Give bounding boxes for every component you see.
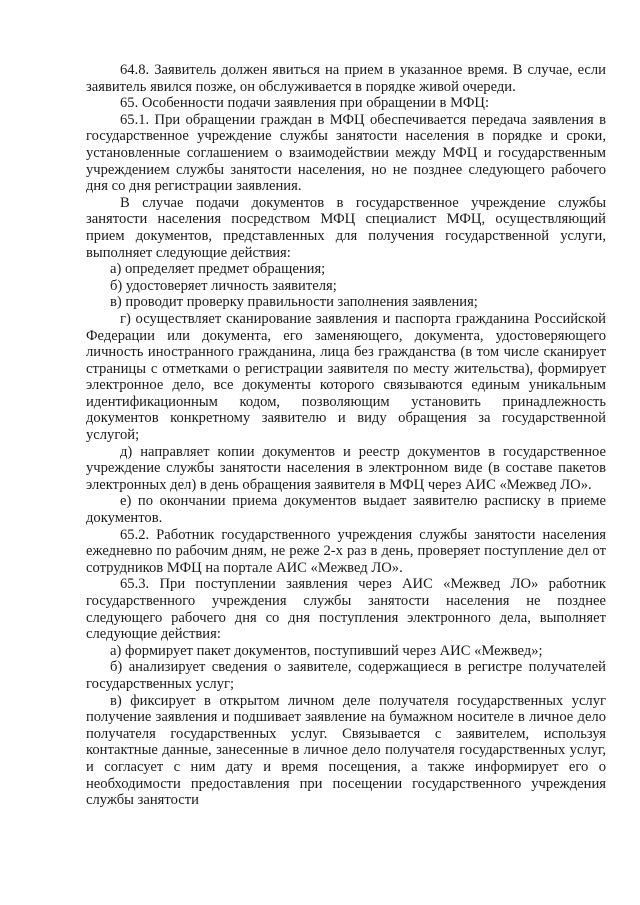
paragraph-65-heading: 65. Особенности подачи заявления при обращении в МФЦ: xyxy=(120,95,490,112)
list-item-65-3-v: в) фиксирует в открытом личном деле получателя государственных услуг получение заявления и подшивает заявление на бумажном носителе в личное дело получателя государственных услуг. Связывается с заявителем, используя контактные данные, занесенные в личное дело получателя государственных услуг, и согласует с ним дату и время посещения, а также информирует его о необходимости предоставления при посещении государственного учреждения службы занятости xyxy=(86,692,606,809)
list-item-e: е) по окончании приема документов выдает заявителю расписку в приеме документов. xyxy=(86,493,606,527)
list-item-65-3-a: а) формирует пакет документов, поступивший через АИС «Межвед»; xyxy=(110,642,543,659)
paragraph-65-3: 65.3. При поступлении заявления через АИС «Межвед ЛО» работник государственного учреждения службы занятости населения не позднее следующего рабочего дня со дня поступления электронного дела, выполняет следующие действия: xyxy=(86,576,606,643)
paragraph-65-1: 65.1. При обращении граждан в МФЦ обеспечивается передача заявления в государственное учреждение службы занятости населения в порядке и сроки, установленные соглашением о взаимодействии между МФЦ и государственным учреждением службы занятости населения, но не позднее следующего рабочего дня со дня регистрации заявления. xyxy=(86,111,606,195)
list-item-g: г) осуществляет сканирование заявления и паспорта гражданина Российской Федерации или документа, его заменяющего, документа, удостоверяющего личность иностранного гражданина, лица без гражданства (в том числе сканирует страницы с отметками о регистрации заявителя по месту жительства), формирует электронное дело, все документы которого связываются единым уникальным идентификационным кодом, позволяющим установить принадлежность документов конкретному заявителю и виду обращения за государственной услугой; xyxy=(86,310,606,444)
list-item-d: д) направляет копии документов и реестр документов в государственное учреждение службы занятости населения в электронном виде (в составе пакетов электронных дел) в день обращения заявителя в МФЦ через АИС «Межвед ЛО». xyxy=(86,443,606,493)
paragraph-65-2: 65.2. Работник государственного учреждения службы занятости населения ежедневно по рабочим дням, не реже 2-х раз в день, проверяет поступление дел от сотрудников МФЦ на портале АИС «Межвед ЛО». xyxy=(86,526,606,576)
list-item-65-3-b: б) анализирует сведения о заявителе, содержащиеся в регистре получателей государственных услуг; xyxy=(86,659,606,692)
paragraph-64-8: 64.8. Заявитель должен явиться на прием в указанное время. В случае, если заявитель явился позже, он обслуживается в порядке живой очереди. xyxy=(86,62,606,95)
list-item-a: а) определяет предмет обращения; xyxy=(110,261,326,278)
list-item-b: б) удостоверяет личность заявителя; xyxy=(110,277,337,294)
list-item-v: в) проводит проверку правильности заполнения заявления; xyxy=(110,294,478,311)
document-page xyxy=(86,62,606,809)
paragraph-mfc-submission: В случае подачи документов в государственное учреждение службы занятости населения посредством МФЦ специалист МФЦ, осуществляющий прием документов, представленных для получения государственной услуги, выполняет следующие действия: xyxy=(86,194,606,261)
